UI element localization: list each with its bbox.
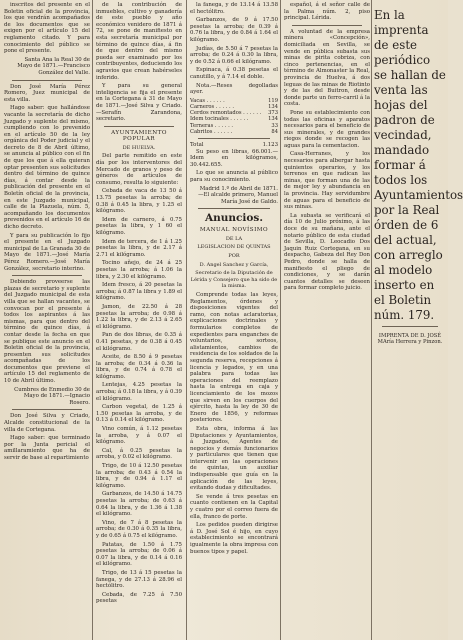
column-rule (92, 0, 93, 640)
livestock-row (190, 129, 278, 135)
imprint-line: IMPRENTA DE D. JOSÉ MAría Herrera y Pinzon. (377, 333, 443, 346)
notice-paragraph: inscritos del presente en el Boletin oficial de la provincia, los que vendrán acompañados de los documentos que se exigen por el artículo 15 del reglamento citado. Y para conocimiento del público se pone el presente. (4, 2, 90, 55)
book-author-role: Secretario de la Diputación de Lérida y Consejero que ha sido de la misma. (190, 270, 278, 290)
notice-signature: Madrid 1.º de Abril de 1871.—El alcalde primero, Manuel María José de Galdo. (198, 185, 278, 205)
market-price: Patatas, de 1.50 á 1.75 pesetas la arroba; de 0.06 á 0.07 la libra, y de 0.14 á 0.16 el kilógramo. (96, 541, 182, 568)
market-price: Carbon vegetal, de 1.25 á 1.50 pesetas la arroba, y de 0.13 á 0.14 el kilógramo. (96, 404, 182, 424)
section-subheading: DE HUELVA. (122, 144, 156, 151)
divider (198, 208, 270, 209)
ad-paragraph: Casa-Herranes, y los necesarios para albergar hasta quinientos operarios, y los terrenos en que radican las minas, que forman una de las de mejor ley y abundancia en la provincia. Hay servidumbre de aguas para el beneficio de sus minas. (284, 151, 370, 211)
list-title: Nota.—Reses degolladas ayer. (190, 82, 278, 96)
column-4 (284, 2, 370, 638)
total-label: Total (190, 141, 204, 148)
livestock-value: 119 (268, 97, 278, 104)
notice-paragraph: Y para su general inteligencia se fija el presente en la Cortegana á 31 de Mayo de 1871.—José Silva y Criado.—Serafín Zarandona, secretario. (96, 83, 182, 123)
livestock-value: 134 (268, 116, 278, 123)
notice-paragraph: Y para su publicación lo fijo el presente en el Juzgado municipal de La Granada 30 de Mayo de 1871.—José María Pérez Romero.—José María González, secretario interino. (4, 232, 90, 272)
total-value: 1.123 (262, 141, 278, 148)
ad-paragraph: Pone su establecimiento con todas las oficinas y aparatos necesarios para el beneficio de sus minerales, y de grandes riegos donde se recogen las aguas para la cementacion. (284, 109, 370, 149)
market-price: Trigo, de 10 á 12.50 pesetas la arroba; de 0.43 á 0.54 la libra, y de 0.94 á 1.17 el kilógramo. (96, 463, 182, 489)
notice-signature: Cumbres de Enmedio 30 de Mayo de 1871.—Ignacio Rosero. (14, 386, 90, 406)
market-price: Garbanzos, de 14.50 á 14.75 pesetas la arroba; de 0.63 á 0.64 la libra, y de 1.36 á 1.38 el kilógramo. (96, 491, 182, 518)
divider (104, 126, 174, 127)
market-price: Vino, de 7 á 8 pesetas la arroba; de 0.30 á 0.35 la libra, y de 0.65 á 0.75 el kilógramo. (96, 519, 182, 539)
notice-paragraph: Hago saber: que hallándose vacante la secretaría de dicho Juzgado y suplente del mismo, cumpliendo con lo prevenido en el artículo 50 de la ley orgánica del Poder judicial y el decreto de 8 de Abril último, se anuncia al público con el fin de que los que á ella quieran optar presenten sus solicitudes dentro del término de quince días, á contar desde la publicación del presente en el Boletín oficial de la provincia, en este Juzgado municipal, calle de la Plazuela, núm. 5, acompañando los documentos prevenidos en el artículo 16 de dicho decreto. (4, 105, 90, 230)
market-price: Garbanzos, de 9 á 17.50 pesetas la arroba; de 0.39 á 0.76 la libra, y de 0.84 á 1.64 el kilógramo. (190, 17, 278, 43)
market-price: Cebada, de 7.25 á 7.50 pesetas (96, 591, 182, 605)
notice-paragraph: Su peso en libras, 66.001.—Idem en kilógramos, 30.442.655. (190, 148, 278, 168)
column-rule (186, 0, 187, 640)
total-row (190, 142, 278, 149)
printing-notice: En la imprenta de este periódico se hallan de venta las hojas del padron de vecindad, mandado formar á todos los Ayuntamientos por la Real órden de 6 del actual, con arreglo al modelo inserto en el Boletin núm. 179. (374, 8, 463, 322)
market-price: la fanega, y de 13.14 á 13.58 el hectólitro. (190, 2, 278, 15)
livestock-label: Cerdos remontados . . . . . . (190, 110, 262, 117)
market-price: Tocino añejo, de 24 á 25 pesetas la arroba; á 1.06 la libra, y 2.30 el kilógramo. (96, 260, 182, 280)
livestock-table (190, 98, 278, 135)
market-price: Pan de dos libras, de 0.35 á 0.41 pesetas, y de 0.38 á 0.45 el kilógramo. (96, 332, 182, 352)
market-price: Lentejas, 4.25 pesetas la arroba; á 0.18 la libra, y á 0.39 el kilógramo. (96, 382, 182, 402)
divider (382, 326, 438, 327)
column-rule (280, 0, 281, 640)
livestock-label: Cabritos . . . . . . (190, 128, 233, 135)
livestock-label: Vacas . . . . . . (190, 97, 225, 104)
column-2 (96, 2, 182, 638)
market-price: Judías, de 5.50 á 7 pesetas la arroba; de 0.24 á 0.30 la libra, y de 0.52 á 0.66 el kilógramo. (190, 45, 278, 65)
notice-signature: Santa Ana la Real 30 de Mayo de 1871.—Francisco González del Valle. (17, 56, 90, 76)
market-price: Cebada de vaca de 13 50 á 13.75 pesetas la arroba; de 0.38 á 0.45 la libra, y 1.25 el kilógramo. (96, 188, 182, 215)
market-price: Idem de carnero, á 0.75 pesetas la libra, y 1 60 el kilógramo. (96, 216, 182, 236)
market-price: Idem de tercera, de 1 á 1.25 pesetas la libra, y de 2.17 á 2.71 el kilógramo. (96, 238, 182, 258)
section-heading: AYUNTAMIENTO POPULAR (111, 129, 167, 143)
divider (198, 138, 270, 139)
notice-paragraph: Hago saber: que terminado por la Junta pericial el amillaramiento que ha de servir de base al repartimiento (4, 435, 90, 461)
ad-paragraph: Se vende á tres pesetas en cuanto contienen en la Capital y cuatro por el correo fuera de ella, franco de porte. (190, 493, 278, 520)
market-paragraph: Del parte remitido en este día por los interventores del Mercado de granos y peso de géneros de artículos de consumo, resulta lo siguiente: (96, 153, 182, 186)
ad-paragraph: A voluntad de la empresa minera «Concepción», domiciliada en Sevilla, se vende en pública subasta sus minas de pirita cobriza, con cinco pertenencias, en el término de Almonaster la Real, provincia de Huelva, á dos leguas de las minas de Riotinto y de las del Buitron, desde donde parte un ferro-carril á la costa. (284, 28, 370, 108)
divider (12, 409, 82, 410)
market-price: Jamon, de 22.50 á 28 pesetas la arroba; de 0.98 á 1.22 la libra, y de 2.13 á 2.65 el kilógramo. (96, 303, 182, 330)
livestock-label: Terneras . . . . . . (190, 122, 234, 129)
divider (12, 275, 82, 276)
market-price: Espinaca, á 0.38 pesetas el canutillo, y á 7.14 el doble. (190, 67, 278, 80)
livestock-label: Carneros . . . . . . (190, 103, 235, 110)
divider (292, 25, 362, 26)
notice-paragraph: Debiendo proveerse las plazas de secretario y suplente del Juzgado municipal de esta villa que se hallan vacantes, se convocan por el presente á todos los aspirantes á las mismas, para que dentro del término de quince días, á contar desde la fecha en que se publique este anuncio en el Boletin oficial de la provincia, presenten sus solicitudes acompañadas de los documentos que previene el artículo 15 del reglamento de 10 de Abril último. (4, 279, 90, 385)
market-price: Vino común, á 1.12 pesetas la arroba, y á 0.07 el kilógramo. (96, 426, 182, 446)
market-price: Aceite, de 8.50 á 9 pesetas la arroba; de 0.34 á 0.36 la libra, y de 0.74 á 0.78 el kilógramo. (96, 354, 182, 380)
column-5 (374, 2, 463, 638)
market-price: Trigo, de 13 á 15 pesetas la fanega, y de 27.13 á 28.96 el hectólitro. (96, 569, 182, 590)
book-by: POR (228, 253, 240, 260)
book-author: D. Angel Sanchez y García, (199, 261, 269, 268)
ad-paragraph: La subasta se verificará el día 10 de Julio próximo, á las doce de su mañana, ante el notario público de esta ciudad de Sevilla, D. Leocadio Dos Jaquin Ruiz Cortegana, en su despacho, Gabeza del Rey Don Pedro, donde se halla de manifiesto el pliego de condiciones, y se darán cuantos detalles se deseen para formar completo juicio. (284, 212, 370, 292)
notice-paragraph: Lo que se anuncia al público para su conocimiento. (190, 170, 278, 183)
column-3 (190, 2, 278, 638)
notice-heading: Don José Silva y Criado, Alcalde constitucional de la villa de Cortegana. (4, 413, 90, 433)
market-price: Cal, á 0.25 pesetas la arroba, y 0.02 el kilógramo. (96, 447, 182, 461)
column-1 (4, 2, 90, 638)
book-subtitle: LEGISLACION DE QUINTAS (197, 244, 271, 251)
book-subtitle: DE LA (225, 235, 243, 242)
notice-paragraph: de la contribución de inmuebles, cultivo y ganadería de este pueblo y año económico venidero de 1871 á 72, se pone de manifiesto en esta secretaría municipal por término de quince días, á fin de que dentro del mismo pueda ser examinado por los contribuyentes, deduciendo los agravios que crean habérseles inferido. (96, 2, 182, 81)
livestock-value: 373 (268, 110, 278, 117)
livestock-value: 33 (271, 122, 278, 129)
livestock-label: Idem tocinales . . . . . . (190, 116, 249, 123)
divider (12, 80, 82, 81)
ad-paragraph: Esta obra, informa á las Diputaciones y Ayuntamientos, á Juzgados, Agentes de negocios y demás funcionarios y particulares que tienen que intervenir en las operaciones de quintas, un auxiliar indispensable que guía en la aplicación de las leyes, evitando dudas y dificultades. (190, 425, 278, 492)
notice-heading: Don José María Pérez Romero, Juez municipal de esta villa. (4, 83, 90, 103)
market-price: Idem fresco, á 20 pesetas la arroba; á 0.87 la libra y 1.89 el kilógramo. (96, 282, 182, 302)
livestock-value: 134 (268, 103, 278, 110)
livestock-value: 84 (271, 128, 278, 135)
ad-paragraph: español, á el señor calle de la Palma núm. 2, piso principal. Lérida. (284, 2, 370, 22)
ads-heading: Anuncios. (204, 212, 263, 225)
column-rule (371, 0, 372, 640)
book-title: MANUAL NOVÍSIMO (199, 227, 269, 234)
ad-paragraph: Comprende todas las leyes, Reglamentos, órdenes y disposiciones vigentes del ramo, con notas aclaratorias, explicaciones doctrinales y formularios completos de expedientes para enganches de voluntarios, sorteos, alistamientos, cambios de residencia de los soldados de la segunda reserva, recepciones á licencia y legados, y en una palabra para todas las operaciones del reemplazo hasta la entrega en caja y licenciamiento de los mozos que sirven en los cuerpos del ejército, hasta la ley de 30 de Enero de 1856, y reformas posteriores. (190, 292, 278, 424)
ad-paragraph: Los pedidos pueden dirigirse á D. José Sol é hijo, en cuyo establecimiento se encontrará igualmente la obra impresa con buenos tipos y papel. (190, 522, 278, 555)
